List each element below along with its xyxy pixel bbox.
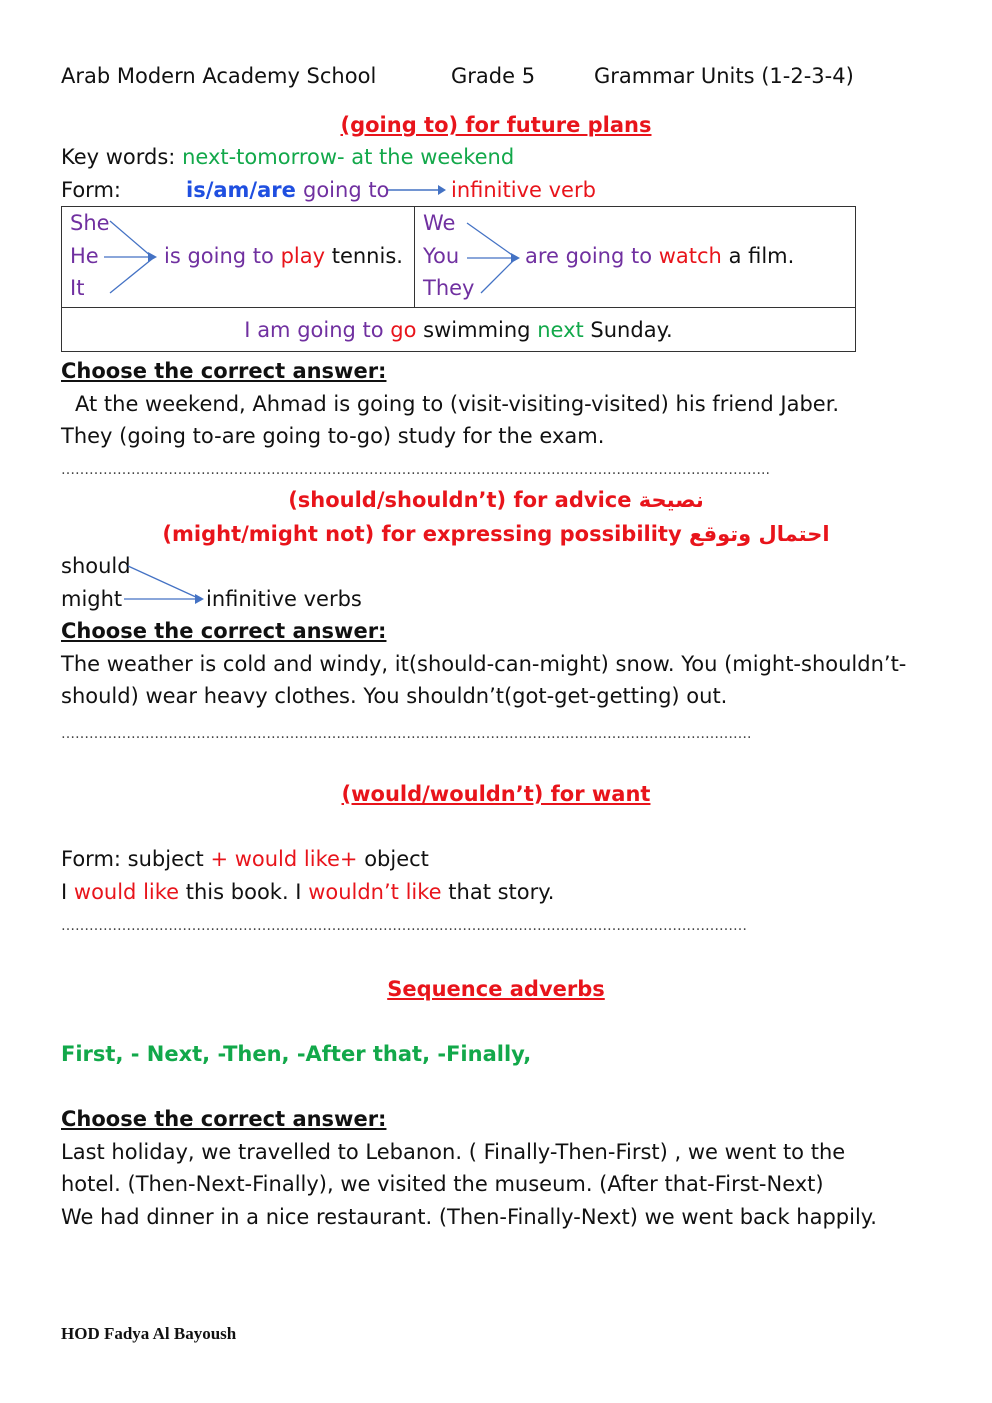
exercise3-line-1: Last holiday, we travelled to Lebanon. ( Finally-Then-First) , we went to the [61, 1140, 846, 1164]
plural-arrows-icon [463, 217, 525, 297]
plural-verb: watch [658, 244, 722, 268]
going-to-table [61, 206, 856, 352]
exercise2-line-1: The weather is cold and windy, it(should-can-might) snow. You (might-shouldn’t- [61, 652, 907, 676]
singular-sentence [164, 244, 403, 268]
dotted-line-2: …………………………………………………………………………………………………………………………………. [61, 726, 752, 742]
would-ex-end: that story. [448, 880, 555, 904]
pronoun-arrows-icon [100, 217, 162, 297]
header-grade: Grade 5 [451, 64, 536, 88]
modal-arrows-icon [122, 562, 212, 606]
should-title-ar: نصيحة [638, 488, 704, 512]
might-title [0, 522, 992, 546]
example-verb: go [390, 317, 417, 342]
singular-aux: is going to [164, 244, 274, 268]
table-cell-singular [62, 207, 415, 308]
example-aux: am going to [257, 317, 384, 342]
example-end: Sunday. [590, 317, 673, 342]
would-ex-wouldnt: wouldn’t like [308, 880, 442, 904]
form-arrow-icon [388, 181, 448, 201]
pronoun-we: We [423, 211, 456, 235]
exercise2-title: Choose the correct answer: [61, 619, 387, 643]
table-cell-plural [415, 207, 856, 308]
pronoun-it: It [70, 276, 85, 300]
form-going: going to [303, 178, 390, 202]
dotted-line-3: ………………………………………………………………………………………………………………………………… [61, 918, 747, 934]
would-ex-i: I [61, 880, 68, 904]
plural-aux: are going to [525, 244, 653, 268]
would-ex-would: would like [73, 880, 180, 904]
pronoun-they: They [423, 276, 475, 300]
footer-hod: HOD Fadya Al Bayoush [61, 1324, 237, 1343]
exercise1-line-2: They (going to-are going to-go) study for the exam. [61, 424, 605, 448]
would-form [61, 847, 429, 871]
example-subject: I [244, 317, 251, 342]
form-verb: infinitive verb [451, 178, 596, 202]
example-next: next [537, 317, 584, 342]
keywords-value: next-tomorrow- at the weekend [182, 145, 515, 169]
modal-target: infinitive verbs [206, 587, 362, 611]
example-mid: swimming [423, 317, 531, 342]
form-label: Form: [61, 178, 121, 202]
exercise1-title: Choose the correct answer: [61, 359, 387, 383]
form-aux: is/am/are [186, 178, 296, 202]
plural-rest: a film. [728, 244, 795, 268]
would-ex-mid: this book. I [185, 880, 302, 904]
pronoun-he: He [70, 244, 99, 268]
exercise3-line-3: We had dinner in a nice restaurant. (Then-Finally-Next) we went back happily. [61, 1205, 877, 1229]
exercise2-line-2: should) wear heavy clothes. You shouldn’t(got-get-getting) out. [61, 684, 728, 708]
might-title-ar: احتمال وتوقع [688, 522, 830, 546]
dotted-line-1: …………………………………………………………………………………………………………………………………….. [61, 462, 770, 478]
sequence-adverbs: First, - Next, -Then, -After that, -Finally, [61, 1042, 532, 1066]
should-title-en: (should/shouldn’t) for advice [288, 488, 632, 512]
keywords-line [61, 145, 514, 169]
would-form-prefix: Form: subject [61, 847, 204, 871]
singular-rest: tennis. [331, 244, 403, 268]
would-form-suffix: object [364, 847, 429, 871]
should-title [0, 488, 992, 512]
word-might: might [61, 587, 123, 611]
exercise1-line-1: At the weekend, Ahmad is going to (visit-visiting-visited) his friend Jaber. [75, 392, 840, 416]
pronoun-you: You [423, 244, 460, 268]
would-example [61, 880, 554, 904]
might-title-en: (might/might not) for expressing possibility [162, 522, 682, 546]
plural-sentence [525, 244, 794, 268]
pronoun-she: She [70, 211, 110, 235]
table-cell-example [62, 308, 856, 352]
header-units: Grammar Units (1-2-3-4) [594, 64, 854, 88]
would-form-mid: + would like+ [210, 847, 358, 871]
keywords-label: Key words: [61, 145, 176, 169]
word-should: should [61, 554, 131, 578]
going-to-title: (going to) for future plans [340, 113, 652, 137]
sequence-title: Sequence adverbs [387, 977, 605, 1001]
exercise3-line-2: hotel. (Then-Next-Finally), we visited the museum. (After that-First-Next) [61, 1172, 824, 1196]
would-title: (would/wouldn’t) for want [341, 782, 651, 806]
exercise3-title: Choose the correct answer: [61, 1107, 387, 1131]
singular-verb: play [280, 244, 326, 268]
header-school: Arab Modern Academy School [61, 64, 377, 88]
